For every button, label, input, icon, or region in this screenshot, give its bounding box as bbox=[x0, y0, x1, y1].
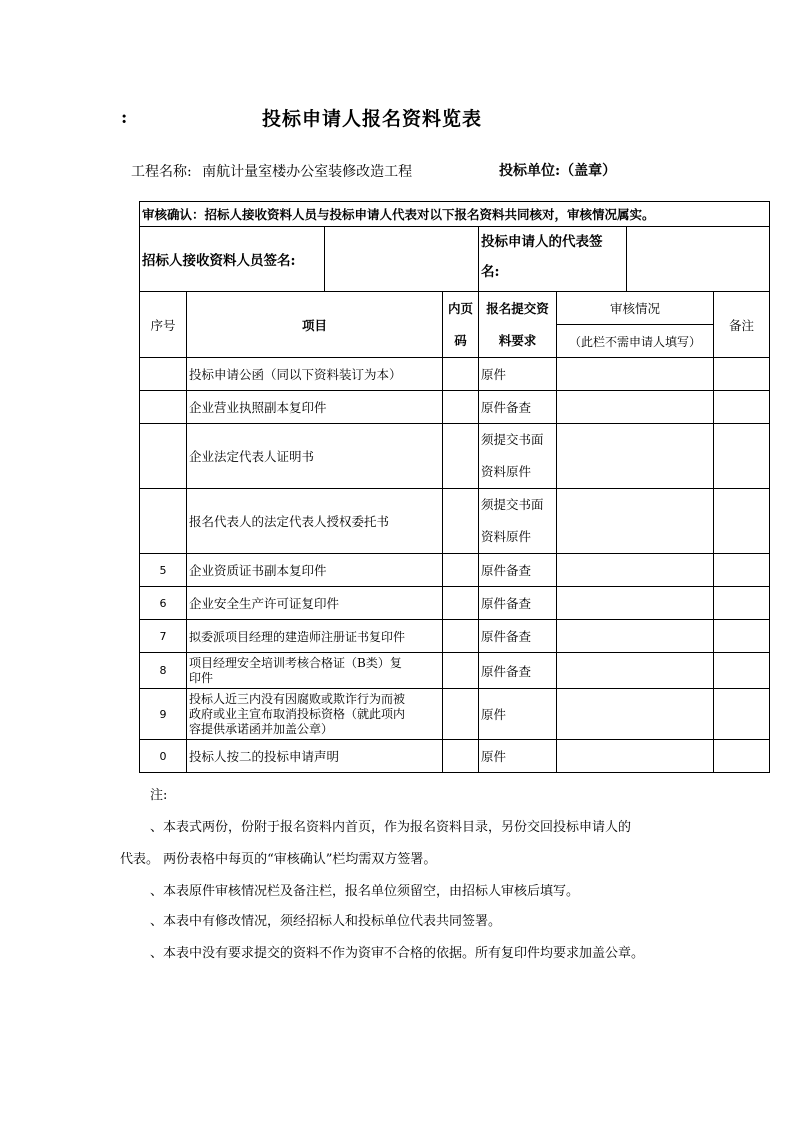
project-line bbox=[131, 161, 412, 181]
col-header-seq: 序号 bbox=[140, 292, 187, 358]
receiver-signature-cell[interactable] bbox=[140, 227, 479, 292]
row-remark-field[interactable] bbox=[714, 620, 770, 653]
row-remark-field[interactable] bbox=[714, 489, 770, 554]
application-table bbox=[139, 201, 770, 773]
col-header-review-note: （此栏不需申请人填写） bbox=[557, 325, 714, 358]
row-req: 原件 bbox=[479, 358, 557, 391]
table-row bbox=[140, 424, 770, 489]
row-seq: 5 bbox=[140, 554, 187, 587]
row-req: 须提交书面 资料原件 bbox=[479, 489, 557, 554]
receiver-signature-label: 招标人接收资料人员签名: bbox=[142, 227, 325, 291]
table-row bbox=[140, 740, 770, 773]
row-req: 原件备查 bbox=[479, 620, 557, 653]
row-item: 报名代表人的法定代表人授权委托书 bbox=[187, 489, 443, 554]
table-row bbox=[140, 391, 770, 424]
table-row bbox=[140, 620, 770, 653]
row-page-field[interactable] bbox=[443, 424, 479, 489]
row-seq bbox=[140, 489, 187, 554]
title-colon: : bbox=[121, 108, 128, 128]
row-remark-field[interactable] bbox=[714, 554, 770, 587]
row-item: 投标人近三内没有因腐败或欺诈行为而被 政府或业主宣布取消投标资格（就此项内 容提供承诺函并加盖公章） bbox=[187, 689, 443, 740]
row-review-field[interactable] bbox=[557, 554, 714, 587]
row-item: 企业营业执照副本复印件 bbox=[187, 391, 443, 424]
row-review-field[interactable] bbox=[557, 689, 714, 740]
notes-heading: 注: bbox=[150, 788, 168, 803]
row-remark-field[interactable] bbox=[714, 653, 770, 689]
row-req: 须提交书面 资料原件 bbox=[479, 424, 557, 489]
row-review-field[interactable] bbox=[557, 740, 714, 773]
row-seq: 7 bbox=[140, 620, 187, 653]
note-4: 、本表中没有要求提交的资料不作为资审不合格的依据。所有复印件均要求加盖公章。 bbox=[150, 946, 645, 961]
rep-signature-cell[interactable] bbox=[479, 227, 770, 292]
row-req: 原件备查 bbox=[479, 653, 557, 689]
bidder-line: 投标单位:（盖章） bbox=[499, 163, 617, 179]
table-row bbox=[140, 653, 770, 689]
row-review-field[interactable] bbox=[557, 653, 714, 689]
row-page-field[interactable] bbox=[443, 489, 479, 554]
note-1-line-2: 代表。 两份表格中每页的“审核确认”栏均需双方签署。 bbox=[120, 852, 437, 867]
row-page-field[interactable] bbox=[443, 620, 479, 653]
row-seq: 8 bbox=[140, 653, 187, 689]
col-header-page: 内页 码 bbox=[443, 292, 479, 358]
page-title: 投标申请人报名资料览表 bbox=[262, 108, 483, 130]
row-review-field[interactable] bbox=[557, 391, 714, 424]
row-item: 拟委派项目经理的建造师注册证书复印件 bbox=[187, 620, 443, 653]
row-page-field[interactable] bbox=[443, 358, 479, 391]
table-row bbox=[140, 689, 770, 740]
row-req: 原件备查 bbox=[479, 587, 557, 620]
row-seq bbox=[140, 358, 187, 391]
row-review-field[interactable] bbox=[557, 424, 714, 489]
row-req: 原件备查 bbox=[479, 554, 557, 587]
project-label: 工程名称: bbox=[131, 164, 192, 180]
table-row bbox=[140, 587, 770, 620]
project-name: 南航计量室楼办公室装修改造工程 bbox=[202, 164, 413, 180]
rep-signature-field[interactable] bbox=[627, 227, 769, 291]
col-header-review: 审核情况 bbox=[557, 292, 714, 325]
row-page-field[interactable] bbox=[443, 554, 479, 587]
row-seq: 0 bbox=[140, 740, 187, 773]
row-req: 原件备查 bbox=[479, 391, 557, 424]
row-remark-field[interactable] bbox=[714, 689, 770, 740]
row-page-field[interactable] bbox=[443, 689, 479, 740]
row-seq bbox=[140, 424, 187, 489]
table-row bbox=[140, 489, 770, 554]
row-review-field[interactable] bbox=[557, 620, 714, 653]
row-remark-field[interactable] bbox=[714, 740, 770, 773]
note-2: 、本表原件审核情况栏及备注栏，报名单位须留空，由招标人审核后填写。 bbox=[150, 884, 580, 899]
col-header-item: 项目 bbox=[187, 292, 443, 358]
row-seq bbox=[140, 391, 187, 424]
row-page-field[interactable] bbox=[443, 740, 479, 773]
row-seq: 9 bbox=[140, 689, 187, 740]
row-item: 企业法定代表人证明书 bbox=[187, 424, 443, 489]
col-header-remark: 备注 bbox=[714, 292, 770, 358]
row-item: 投标人按二的投标申请声明 bbox=[187, 740, 443, 773]
row-page-field[interactable] bbox=[443, 653, 479, 689]
receiver-signature-field[interactable] bbox=[325, 227, 476, 291]
row-review-field[interactable] bbox=[557, 358, 714, 391]
table-row bbox=[140, 358, 770, 391]
row-item: 企业资质证书副本复印件 bbox=[187, 554, 443, 587]
confirm-row: 审核确认：招标人接收资料人员与投标申请人代表对以下报名资料共同核对，审核情况属实。 bbox=[140, 202, 770, 227]
row-req: 原件 bbox=[479, 689, 557, 740]
table-row bbox=[140, 554, 770, 587]
row-remark-field[interactable] bbox=[714, 424, 770, 489]
row-page-field[interactable] bbox=[443, 391, 479, 424]
row-page-field[interactable] bbox=[443, 587, 479, 620]
row-req: 原件 bbox=[479, 740, 557, 773]
row-review-field[interactable] bbox=[557, 489, 714, 554]
row-item: 投标申请公函（同以下资料装订为本） bbox=[187, 358, 443, 391]
row-remark-field[interactable] bbox=[714, 391, 770, 424]
row-item: 项目经理安全培训考核合格证（B类）复 印件 bbox=[187, 653, 443, 689]
row-seq: 6 bbox=[140, 587, 187, 620]
rep-signature-label: 投标申请人的代表签 名: bbox=[479, 227, 627, 291]
row-item: 企业安全生产许可证复印件 bbox=[187, 587, 443, 620]
col-header-req: 报名提交资 料要求 bbox=[479, 292, 557, 358]
row-remark-field[interactable] bbox=[714, 587, 770, 620]
note-3: 、本表中有修改情况，须经招标人和投标单位代表共同签署。 bbox=[150, 914, 502, 929]
row-review-field[interactable] bbox=[557, 587, 714, 620]
row-remark-field[interactable] bbox=[714, 358, 770, 391]
note-1-line-1: 、本表式两份，份附于报名资料内首页，作为报名资料目录，另份交回投标申请人的 bbox=[150, 820, 632, 835]
